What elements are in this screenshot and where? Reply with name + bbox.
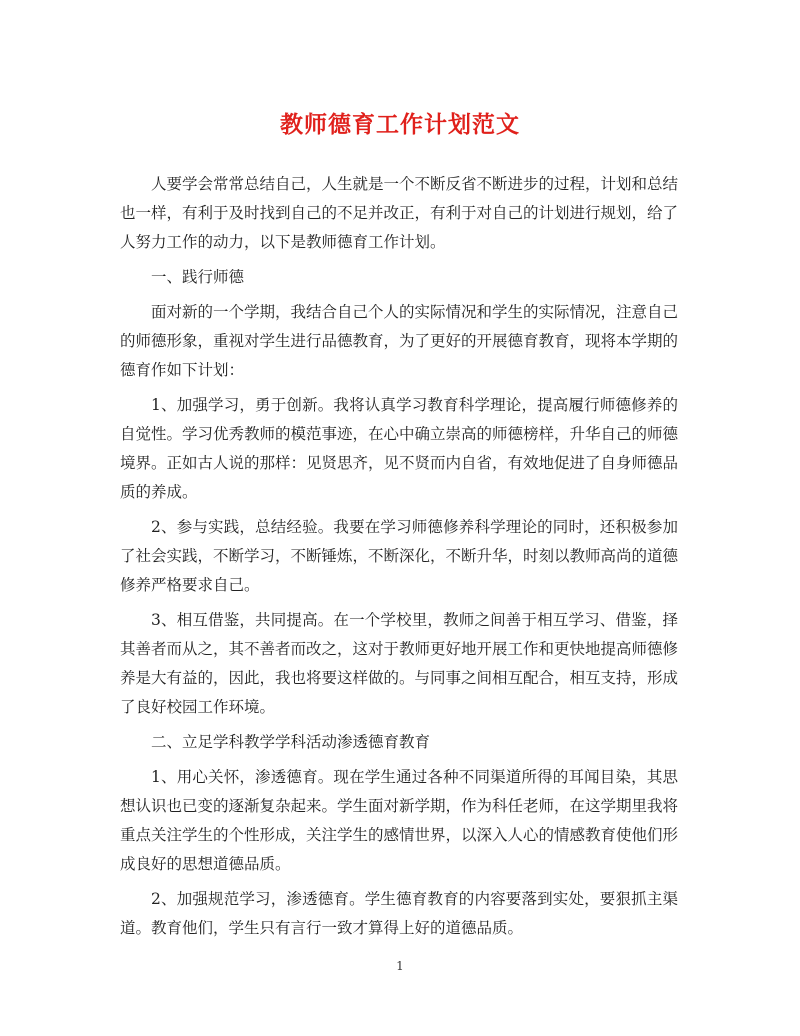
- paragraph: 面对新的一个学期，我结合自己个人的实际情况和学生的实际情况，注意自己的师德形象，重视对学生进行品德教育，为了更好的开展德育教育，现将本学期的德育作如下计划：: [120, 303, 679, 379]
- paragraph: 2、加强规范学习，渗透德育。学生德育教育的内容要落到实处，要狠抓主渠道。教育他们，学生只有言行一致才算得上好的道德品质。: [120, 890, 678, 937]
- section-heading-1: 一、践行师德: [151, 268, 245, 286]
- page-number: 1: [396, 959, 404, 973]
- section-heading-2: 二、立足学科教学学科活动渗透德育教育: [151, 733, 431, 751]
- paragraph: 3、相互借鉴，共同提高。在一个学校里，教师之间善于相互学习、借鉴，择其善者而从之，其不善者而改之，这对于教师更好地开展工作和更快地提高师德修养是大有益的，因此，我也将要这样做的。与同事之间相互配合，相互支持，形成了良好校园工作环境。: [120, 611, 679, 716]
- paragraph: 1、加强学习，勇于创新。我将认真学习教育科学理论，提高履行师德修养的自觉性。学习优秀教师的模范事迹，在心中确立崇高的师德榜样，升华自己的师德境界。正如古人说的那样：见贤思齐，见不贤而内自省，有效地促进了自身师德品质的养成。: [120, 396, 679, 501]
- paragraph: 2、参与实践，总结经验。我要在学习师德修养科学理论的同时，还积极参加了社会实践，不断学习，不断锤炼，不断深化，不断升华，时刻以教师高尚的道德修养严格要求自己。: [120, 518, 679, 594]
- document-body: [120, 170, 678, 949]
- intro-paragraph: 人要学会常常总结自己，人生就是一个不断反省不断进步的过程，计划和总结也一样，有利于及时找到自己的不足并改正，有利于对自己的计划进行规划，给了人努力工作的动力，以下是教师德育工作计划。: [120, 175, 679, 251]
- document-title: 教师德育工作计划范文: [280, 111, 520, 138]
- paragraph: 1、用心关怀，渗透德育。现在学生通过各种不同渠道所得的耳闻目染，其思想认识也已变的逐渐复杂起来。学生面对新学期，作为科任老师，在这学期里我将重点关注学生的个性形成，关注学生的感情世界，以深入人心的情感教育使他们形成良好的思想道德品质。: [120, 768, 679, 873]
